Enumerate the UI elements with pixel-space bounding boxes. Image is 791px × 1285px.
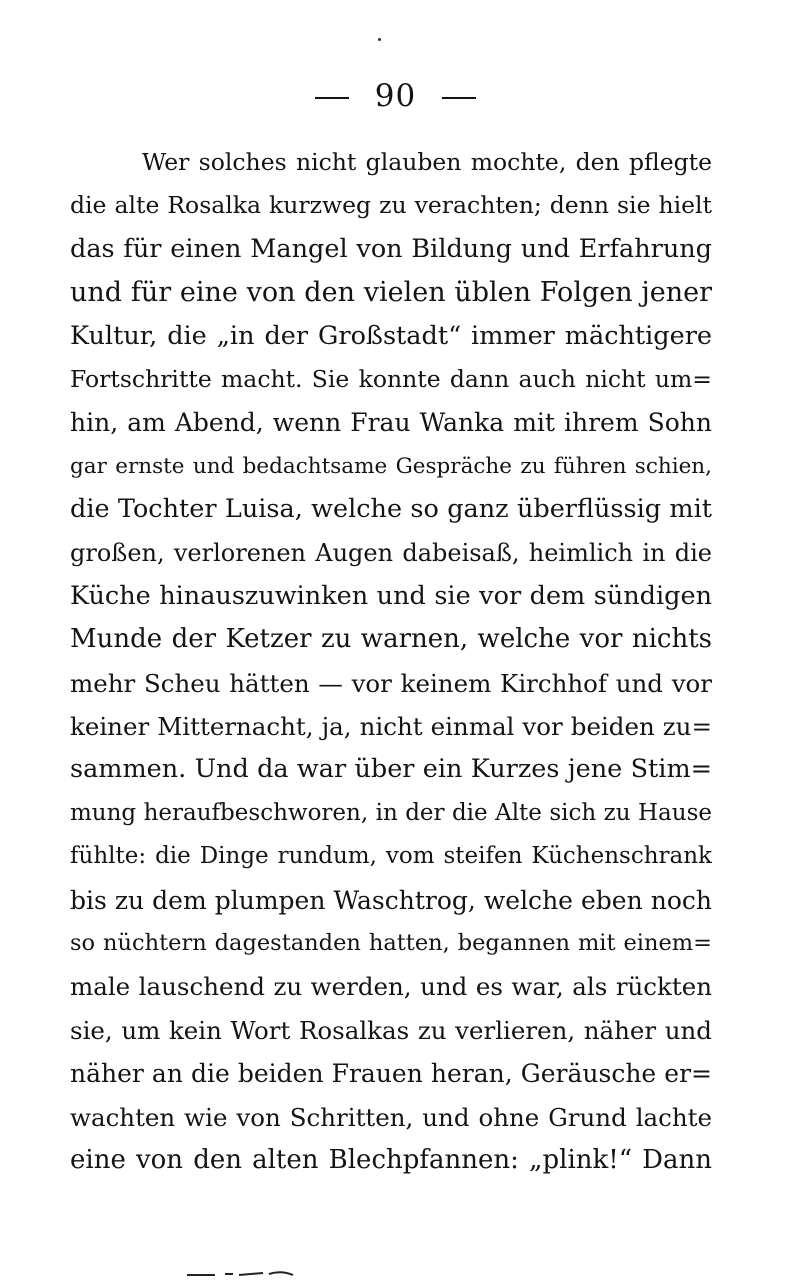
text-line: mehr Scheu hätten — vor keinem Kirchhof und vor bbox=[70, 668, 712, 698]
text-line: bis zu dem plumpen Waschtrog, welche eben noch bbox=[70, 885, 712, 915]
text-line: Fortschritte macht. Sie konnte dann auch nicht um= bbox=[70, 364, 712, 393]
page-header bbox=[0, 76, 791, 116]
text-line: mung heraufbeschworen, in der die Alte sich zu Hause bbox=[70, 799, 712, 826]
text-line: keiner Mitternacht, ja, nicht einmal vor beiden zu= bbox=[70, 712, 712, 742]
page-number: 90 bbox=[374, 78, 417, 114]
text-line: sie, um kein Wort Rosalkas zu verlieren, näher und bbox=[70, 1015, 712, 1045]
text-line: näher an die beiden Frauen heran, Geräusche er= bbox=[70, 1059, 712, 1089]
body-text bbox=[70, 141, 712, 1182]
text-line: male lauschend zu werden, und es war, als rückten bbox=[70, 972, 712, 1002]
text-line: großen, verlorenen Augen dabeisaß, heimlich in die bbox=[70, 538, 712, 567]
text-line: die alte Rosalka kurzweg zu verachten; denn sie hielt bbox=[70, 191, 712, 220]
text-line: gar ernste und bedachtsame Gespräche zu führen schien, bbox=[70, 453, 712, 479]
speck-mark bbox=[378, 38, 381, 41]
text-line: eine von den alten Blechpfannen: „plink!“ Dann bbox=[70, 1144, 712, 1175]
text-line: und für eine von den vielen üblen Folgen jener bbox=[70, 277, 712, 309]
text-line: Küche hinauszuwinken und sie vor dem sündigen bbox=[70, 580, 712, 611]
text-line: das für einen Mangel von Bildung und Erfahrung bbox=[70, 233, 712, 264]
header-dash-right bbox=[442, 97, 476, 99]
text-line: hin, am Abend, wenn Frau Wanka mit ihrem Sohn bbox=[70, 408, 712, 438]
footer-signature-mark bbox=[185, 1268, 297, 1278]
text-line: sammen. Und da war über ein Kurzes jene Stim= bbox=[70, 754, 712, 785]
text-line: wachten wie von Schritten, und ohne Grund lachte bbox=[70, 1102, 712, 1132]
text-line: die Tochter Luisa, welche so ganz überflüssig mit bbox=[70, 494, 712, 525]
text-line: Kultur, die „in der Großstadt“ immer mächtigere bbox=[70, 320, 712, 351]
text-line: fühlte: die Dinge rundum, vom steifen Küchenschrank bbox=[70, 843, 712, 870]
text-line: so nüchtern dagestanden hatten, begannen mit einem= bbox=[70, 930, 712, 957]
text-line: Wer solches nicht glauben mochte, den pflegte bbox=[142, 148, 712, 176]
header-dash-left bbox=[315, 97, 349, 99]
text-line: Munde der Ketzer zu warnen, welche vor nichts bbox=[70, 624, 712, 655]
